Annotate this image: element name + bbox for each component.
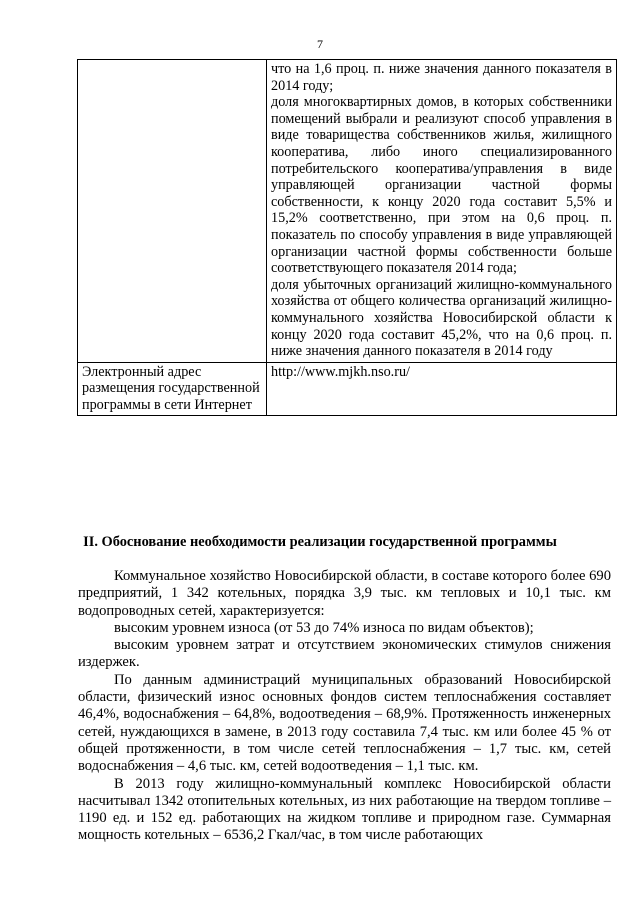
program-url: http://www.mjkh.nso.ru/: [267, 362, 617, 416]
paragraph: В 2013 году жилищно-коммунальный комплекс Новосибирской области насчитывал 1342 отопительных котельных, из них работающие на твердом топливе – 1190 ед. и 152 ед. работающих на жидком топливе и природном газе. Суммарная мощность котельных – 6536,2 Гкал/час, в том числе работающих: [78, 775, 611, 844]
indicator-text: доля убыточных организаций жилищно-коммунального хозяйства от общего количества организаций жилищно-коммунального хозяйства Новосибирской области к концу 2020 года составит 45,2%, что на 0,6 проц. п. ниже значения данного показателя в 2014 году: [271, 276, 612, 360]
paragraph: Коммунальное хозяйство Новосибирской области, в составе которого более 690 предприятий, 1 342 котельных, порядка 3,9 тыс. км тепловых и 10,1 тыс. км водопроводных сетей, характеризуется:: [78, 568, 611, 619]
indicator-text: доля многоквартирных домов, в которых собственники помещений выбрали и реализуют способ управления в виде товарищества собственников жилья, жилищного кооператива, либо иного специализированного потребительского кооператива/управления в виде управляющей организации частной формы собственности, к концу 2020 года составит 5,5% и 15,2% соответственно, при этом на 0,6 проц. п. показатель по способу управления в виде управляющей организации частной формы собственности больше соответствующего показателя 2014 года;: [271, 94, 612, 277]
paragraph: высоким уровнем износа (от 53 до 74% износа по видам объектов);: [114, 619, 534, 636]
paragraph: высоким уровнем затрат и отсутствием экономических стимулов снижения издержек.: [78, 637, 611, 671]
indicator-text: что на 1,6 проц. п. ниже значения данного показателя в 2014 году;: [271, 61, 612, 94]
table-row: [78, 60, 617, 363]
paragraph: По данным администраций муниципальных образований Новосибирской области, физический износ основных фондов систем теплоснабжения составляет 46,4%, водоснабжения – 64,8%, водоотведения – 68,9%. Протяженность инженерных сетей, нуждающихся в замене, в 2013 году составила 7,4 тыс. км или более 45 % от общей протяженности, в том числе сетей теплоснабжения – 1,7 тыс. км, сетей водоснабжения – 4,6 тыс. км, сетей водоотведения – 1,1 тыс. км.: [78, 671, 611, 775]
table-cell-empty: [78, 60, 267, 363]
table-cell-indicators: [267, 60, 617, 363]
table-cell-label: Электронный адрес размещения государственной программы в сети Интернет: [78, 362, 267, 416]
passport-table: [77, 59, 617, 416]
page-number: 7: [317, 37, 323, 51]
section-heading: II. Обоснование необходимости реализации государственной программы: [83, 534, 557, 550]
table-row: [78, 362, 617, 416]
section-body: [78, 568, 611, 845]
